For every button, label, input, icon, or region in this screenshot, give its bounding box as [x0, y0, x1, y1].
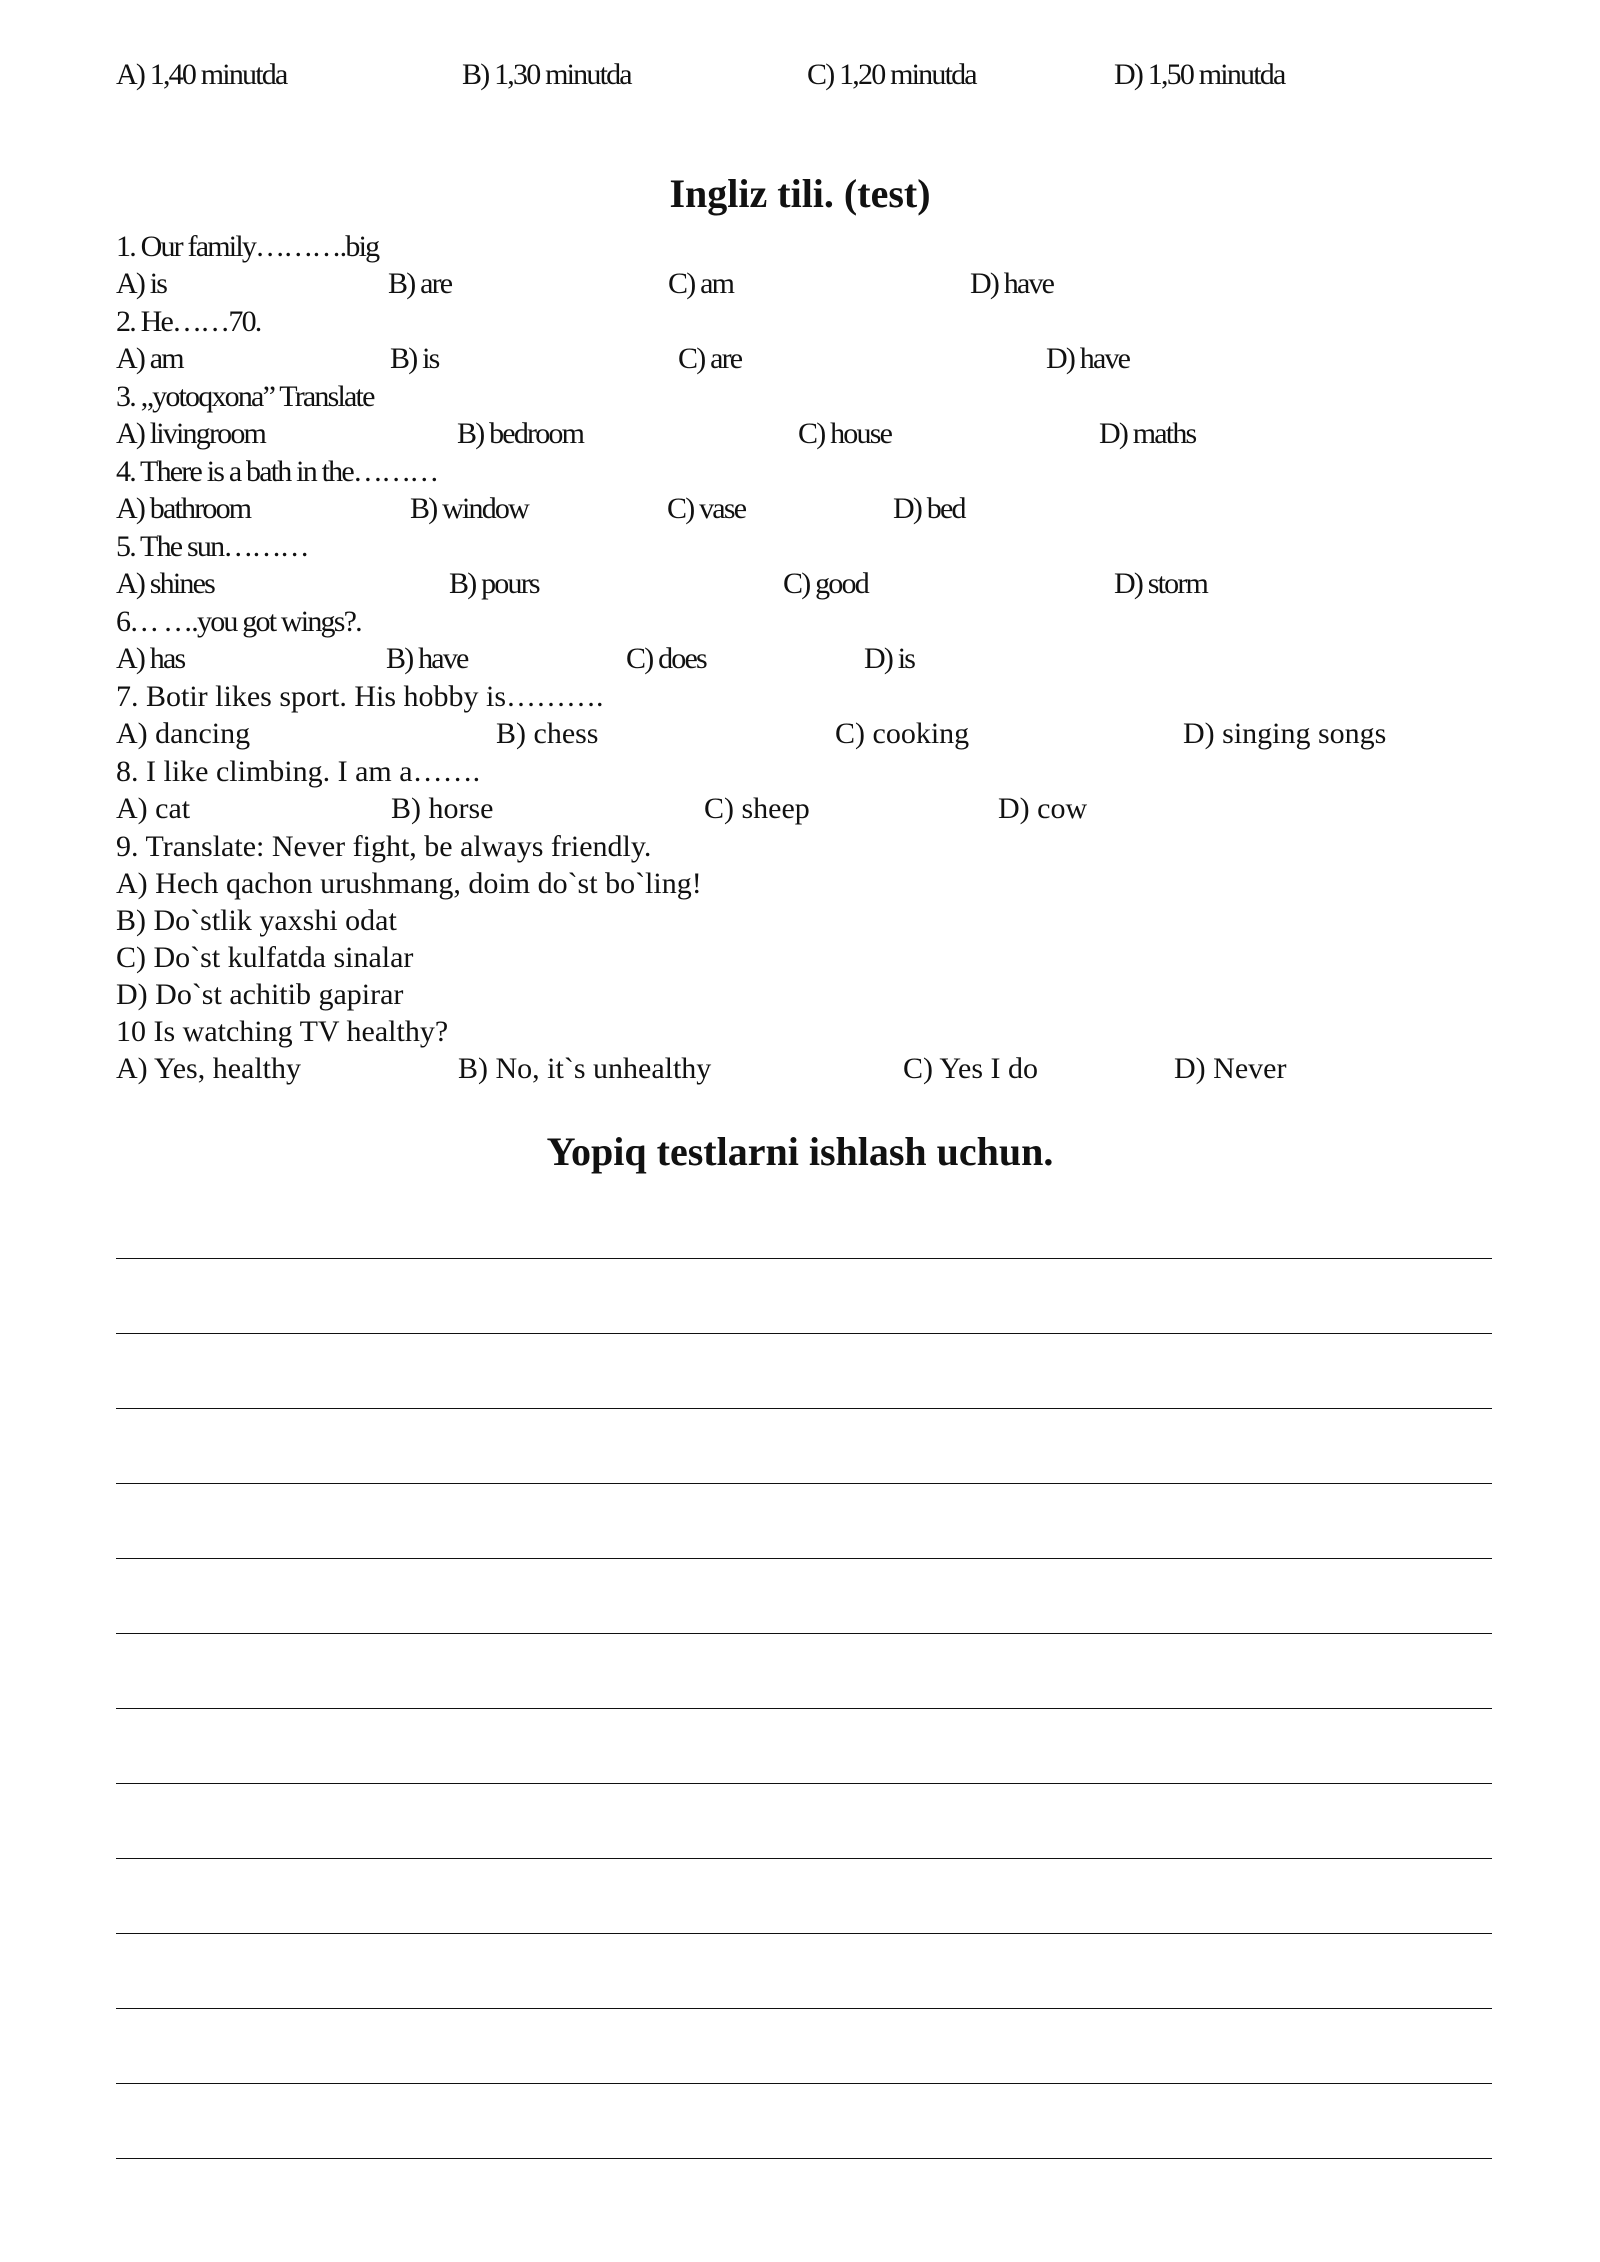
option-2d: D) have: [1046, 342, 1130, 375]
option-7c: C) cooking: [835, 717, 970, 750]
option-3b: B) bedroom: [457, 417, 584, 450]
option-10b: B) No, it`s unhealthy: [458, 1052, 712, 1085]
options-4: [116, 492, 1490, 526]
option-1a: A) is: [116, 267, 167, 300]
option-5b: B) pours: [449, 567, 539, 600]
option-6b: B) have: [386, 642, 468, 675]
options-10: [116, 1052, 1490, 1086]
answer-line: [116, 1258, 1492, 1259]
answer-line: [116, 2083, 1492, 2084]
question-1: 1. Our family……….big: [116, 230, 379, 263]
options-3: [116, 417, 1490, 451]
answer-line: [116, 1933, 1492, 1934]
options-1: [116, 267, 1490, 301]
question-9: 9. Translate: Never fight, be always friendly.: [116, 830, 652, 863]
option-9a: A) Hech qachon urushmang, doim do`st bo`ling!: [116, 867, 702, 900]
question-6: 6… ….you got wings?.: [116, 605, 361, 638]
options-6: [116, 642, 1490, 676]
options-2: [116, 342, 1490, 376]
top-option-b: B) 1,30 minutda: [462, 58, 631, 91]
option-4b: B) window: [410, 492, 528, 525]
section-title: Ingliz tili. (test): [669, 171, 931, 216]
top-option-c: C) 1,20 minutda: [807, 58, 976, 91]
option-4a: A) bathroom: [116, 492, 251, 525]
option-9b: B) Do`stlik yaxshi odat: [116, 904, 397, 937]
option-2b: B) is: [390, 342, 439, 375]
answer-line: [116, 1483, 1492, 1484]
question-10: 10 Is watching TV healthy?: [116, 1015, 449, 1048]
question-5: 5. The sun………: [116, 530, 308, 563]
option-7a: A) dancing: [116, 717, 251, 750]
option-10c: C) Yes I do: [903, 1052, 1039, 1085]
option-10d: D) Never: [1174, 1052, 1287, 1085]
option-8c: C) sheep: [704, 792, 810, 825]
option-6a: A) has: [116, 642, 185, 675]
top-options-row: [116, 58, 1490, 92]
option-3c: C) house: [798, 417, 892, 450]
option-6c: C) does: [626, 642, 706, 675]
option-1c: C) am: [668, 267, 734, 300]
option-8d: D) cow: [998, 792, 1088, 825]
answer-line: [116, 1408, 1492, 1409]
option-1d: D) have: [970, 267, 1054, 300]
answer-line: [116, 1633, 1492, 1634]
top-option-a: A) 1,40 minutda: [116, 58, 287, 91]
option-8a: A) cat: [116, 792, 191, 825]
answer-line: [116, 1858, 1492, 1859]
option-7b: B) chess: [496, 717, 599, 750]
option-4d: D) bed: [893, 492, 965, 525]
options-7: [116, 717, 1490, 751]
closed-section-title: Yopiq testlarni ishlash uchun.: [546, 1129, 1054, 1174]
options-5: [116, 567, 1490, 601]
option-7d: D) singing songs: [1183, 717, 1387, 750]
option-4c: C) vase: [667, 492, 746, 525]
option-2a: A) am: [116, 342, 183, 375]
option-8b: B) horse: [391, 792, 494, 825]
option-9c: C) Do`st kulfatda sinalar: [116, 941, 414, 974]
option-9d: D) Do`st achitib gapirar: [116, 978, 404, 1011]
answer-line: [116, 2158, 1492, 2159]
question-2: 2. He……70.: [116, 305, 261, 338]
option-1b: B) are: [388, 267, 452, 300]
answer-line: [116, 1558, 1492, 1559]
option-2c: C) are: [678, 342, 742, 375]
option-10a: A) Yes, healthy: [116, 1052, 301, 1085]
option-3a: A) livingroom: [116, 417, 266, 450]
option-5d: D) storm: [1114, 567, 1208, 600]
option-5c: C) good: [783, 567, 868, 600]
option-3d: D) maths: [1099, 417, 1196, 450]
question-7: 7. Botir likes sport. His hobby is……….: [116, 680, 604, 713]
question-8: 8. I like climbing. I am a…….: [116, 755, 481, 788]
answer-line: [116, 1783, 1492, 1784]
answer-line: [116, 1708, 1492, 1709]
top-option-d: D) 1,50 minutda: [1114, 58, 1285, 91]
options-8: [116, 792, 1490, 826]
question-3: 3. „yotoqxona” Translate: [116, 380, 374, 413]
option-5a: A) shines: [116, 567, 214, 600]
answer-line: [116, 1333, 1492, 1334]
question-4: 4. There is a bath in the………: [116, 455, 438, 488]
option-6d: D) is: [864, 642, 915, 675]
answer-line: [116, 2008, 1492, 2009]
